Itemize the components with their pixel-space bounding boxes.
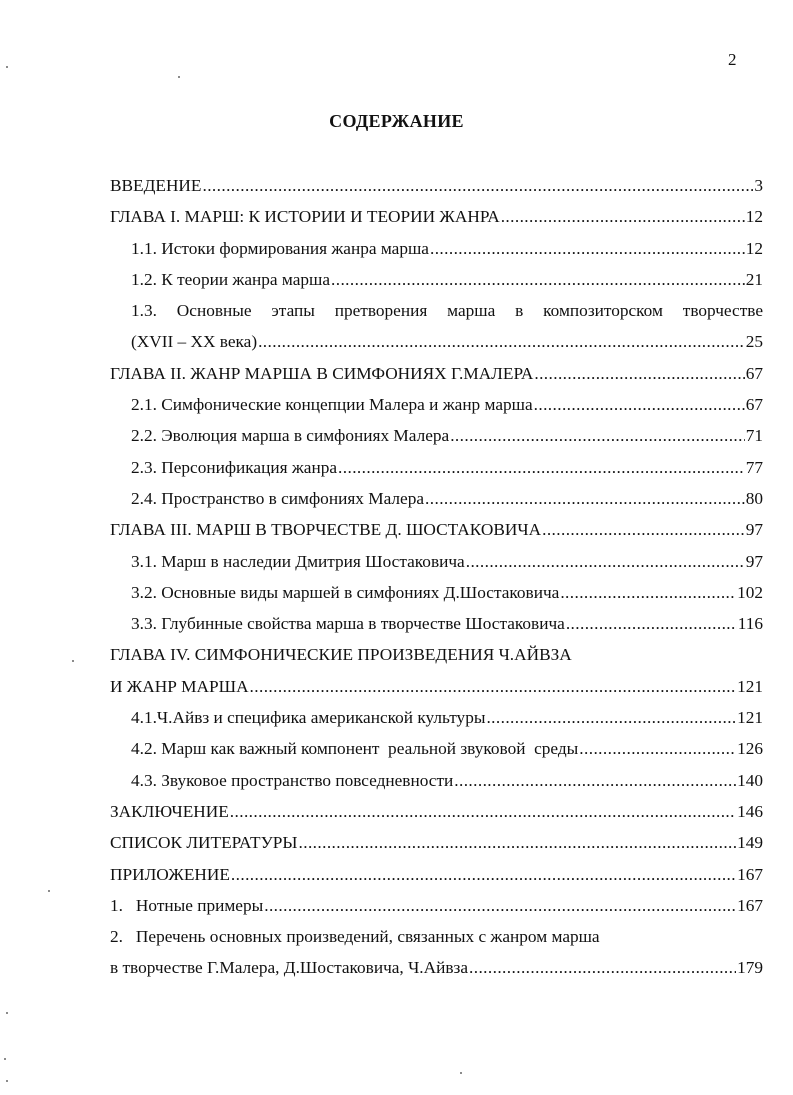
toc-entry-label: 2.3. Персонификация жанра: [131, 457, 338, 477]
toc-entry-appendix[interactable]: [110, 859, 763, 890]
scan-speck: [48, 890, 50, 892]
toc-entry-label: ГЛАВА IV. СИМФОНИЧЕСКИЕ ПРОИЗВЕДЕНИЯ Ч.АЙВЗА: [110, 645, 572, 665]
dot-leader: [202, 170, 753, 201]
toc-entry-label: 4.2. Марш как важный компонент реальной звуковой среды: [131, 739, 579, 759]
toc-entry-section-4-2[interactable]: [110, 733, 763, 764]
toc-entry-introduction[interactable]: [110, 170, 763, 201]
toc-entry-bibliography[interactable]: [110, 827, 763, 858]
dot-leader: [454, 765, 736, 796]
toc-entry-chapter-1[interactable]: [110, 201, 763, 232]
toc-entry-page: 67: [745, 363, 763, 383]
toc-entry-page: 67: [745, 395, 763, 415]
dot-leader: [258, 326, 745, 357]
dot-leader: [542, 514, 745, 545]
toc-entry-page: 116: [737, 614, 763, 634]
toc-entry-section-4-3[interactable]: [110, 765, 763, 796]
scan-speck: [460, 1072, 462, 1074]
toc-entry-chapter-2[interactable]: [110, 358, 763, 389]
scan-speck: [6, 66, 8, 68]
toc-entry-label: 2.4. Пространство в симфониях Малера: [131, 488, 425, 508]
toc-entry-page: 77: [745, 457, 763, 477]
toc-entry-page: 21: [745, 269, 763, 289]
toc-entry-page: 121: [737, 708, 763, 728]
toc-entry-label: 1.2. К теории жанра марша: [131, 269, 331, 289]
toc-entry-section-2-2[interactable]: [110, 420, 763, 451]
dot-leader: [486, 702, 736, 733]
scan-speck: [72, 660, 74, 662]
toc-entry-section-2-4[interactable]: [110, 483, 763, 514]
toc-entry-section-1-2[interactable]: [110, 264, 763, 295]
dot-leader: [230, 796, 736, 827]
toc-entry-label: И ЖАНР МАРША: [110, 676, 249, 696]
dot-leader: [299, 827, 737, 858]
dot-leader: [534, 358, 744, 389]
toc-entry-label: 3.2. Основные виды маршей в симфониях Д.Шостаковича: [131, 582, 560, 602]
toc-entry-section-3-2[interactable]: [110, 577, 763, 608]
toc-entry-label: 1. Нотные примеры: [110, 895, 264, 915]
toc-entry-page: 71: [745, 426, 763, 446]
toc-entry-section-4-1[interactable]: [110, 702, 763, 733]
dot-leader: [534, 389, 745, 420]
toc-entry-page: 149: [737, 833, 763, 853]
toc-entry-chapter-3[interactable]: [110, 514, 763, 545]
dot-leader: [501, 201, 745, 232]
dot-leader: [466, 546, 745, 577]
toc-entry-label: ГЛАВА II. ЖАНР МАРША В СИМФОНИЯХ Г.МАЛЕРА: [110, 363, 534, 383]
scan-speck: [178, 76, 180, 78]
toc-entry-label: 1.3. Основные этапы претворения марша в композиторском творчестве: [131, 301, 763, 321]
toc-entry-page: 121: [737, 676, 763, 696]
dot-leader: [231, 859, 736, 890]
toc-entry-page: 167: [737, 864, 763, 884]
toc-entry-label: ГЛАВА I. МАРШ: К ИСТОРИИ И ТЕОРИИ ЖАНРА: [110, 207, 500, 227]
toc-entry-page: 140: [737, 770, 763, 790]
dot-leader: [331, 264, 745, 295]
toc-entry-label: (XVII – XX века): [131, 332, 258, 352]
toc-entry-label: ПРИЛОЖЕНИЕ: [110, 864, 230, 884]
toc-entry-label: 2. Перечень основных произведений, связанных с жанром марша: [110, 927, 600, 947]
toc-entry-page: 12: [745, 207, 763, 227]
dot-leader: [579, 733, 736, 764]
toc-entry-chapter-4-line1[interactable]: [110, 639, 763, 670]
toc-entry-label: 4.1.Ч.Айвз и специфика американской культуры: [131, 708, 486, 728]
toc-entry-label: ВВЕДЕНИЕ: [110, 176, 202, 195]
dot-leader: [469, 952, 736, 983]
toc-entry-page: 3: [754, 176, 763, 195]
dot-leader: [425, 483, 745, 514]
toc-entry-page: 146: [737, 801, 763, 821]
toc-entry-appendix-2[interactable]: [110, 952, 763, 983]
toc-entry-page: 12: [745, 238, 763, 258]
toc-entry-label: 4.3. Звуковое пространство повседневности: [131, 770, 454, 790]
toc-entry-label: 3.3. Глубинные свойства марша в творчестве Шостаковича: [131, 614, 565, 634]
toc-entry-section-3-1[interactable]: [110, 546, 763, 577]
toc-entry-label: 2.2. Эволюция марша в симфониях Малера: [131, 426, 450, 446]
toc-entry-section-1-3-line1[interactable]: [110, 295, 763, 326]
toc-entry-label: 1.1. Истоки формирования жанра марша: [131, 238, 429, 258]
toc-entry-conclusion[interactable]: [110, 796, 763, 827]
dot-leader: [338, 452, 745, 483]
toc-entry-label: 2.1. Симфонические концепции Малера и жанр марша: [131, 395, 533, 415]
toc-entry-label: 3.1. Марш в наследии Дмитрия Шостаковича: [131, 551, 465, 571]
toc-entry-label: в творчестве Г.Малера, Д.Шостаковича, Ч.Айвза: [110, 958, 469, 978]
toc-entry-section-3-3[interactable]: [110, 608, 763, 639]
toc-entry-section-2-3[interactable]: [110, 452, 763, 483]
toc-entry-section-2-1[interactable]: [110, 389, 763, 420]
toc-entry-chapter-4[interactable]: [110, 671, 763, 702]
dot-leader: [250, 671, 737, 702]
scan-speck: [4, 1058, 6, 1060]
toc-entry-page: 25: [745, 332, 763, 352]
scan-speck: [6, 1012, 8, 1014]
toc-entry-appendix-2-line1[interactable]: [110, 921, 763, 952]
dot-leader: [450, 420, 745, 451]
dot-leader: [264, 890, 736, 921]
dot-leader: [430, 233, 745, 264]
toc-entry-page: 126: [737, 739, 763, 759]
toc-entry-label: ЗАКЛЮЧЕНИЕ: [110, 801, 229, 821]
toc-entry-section-1-1[interactable]: [110, 233, 763, 264]
toc-entry-label: СПИСОК ЛИТЕРАТУРЫ: [110, 833, 298, 853]
toc-entry-label: ГЛАВА III. МАРШ В ТВОРЧЕСТВЕ Д. ШОСТАКОВИЧА: [110, 520, 542, 540]
toc-entry-appendix-1[interactable]: [110, 890, 763, 921]
toc-entry-page: 167: [737, 895, 763, 915]
dot-leader: [566, 608, 737, 639]
scan-speck: [6, 1080, 8, 1082]
toc-entry-page: 102: [737, 582, 763, 602]
toc-entry-page: 80: [745, 488, 763, 508]
page-title: СОДЕРЖАНИЕ: [329, 111, 464, 131]
table-of-contents: [110, 170, 763, 984]
toc-entry-page: 97: [745, 551, 763, 571]
toc-entry-section-1-3[interactable]: [110, 326, 763, 357]
toc-entry-page: 179: [737, 958, 763, 978]
dot-leader: [560, 577, 736, 608]
page-number: 2: [728, 50, 737, 69]
toc-entry-page: 97: [745, 520, 763, 540]
